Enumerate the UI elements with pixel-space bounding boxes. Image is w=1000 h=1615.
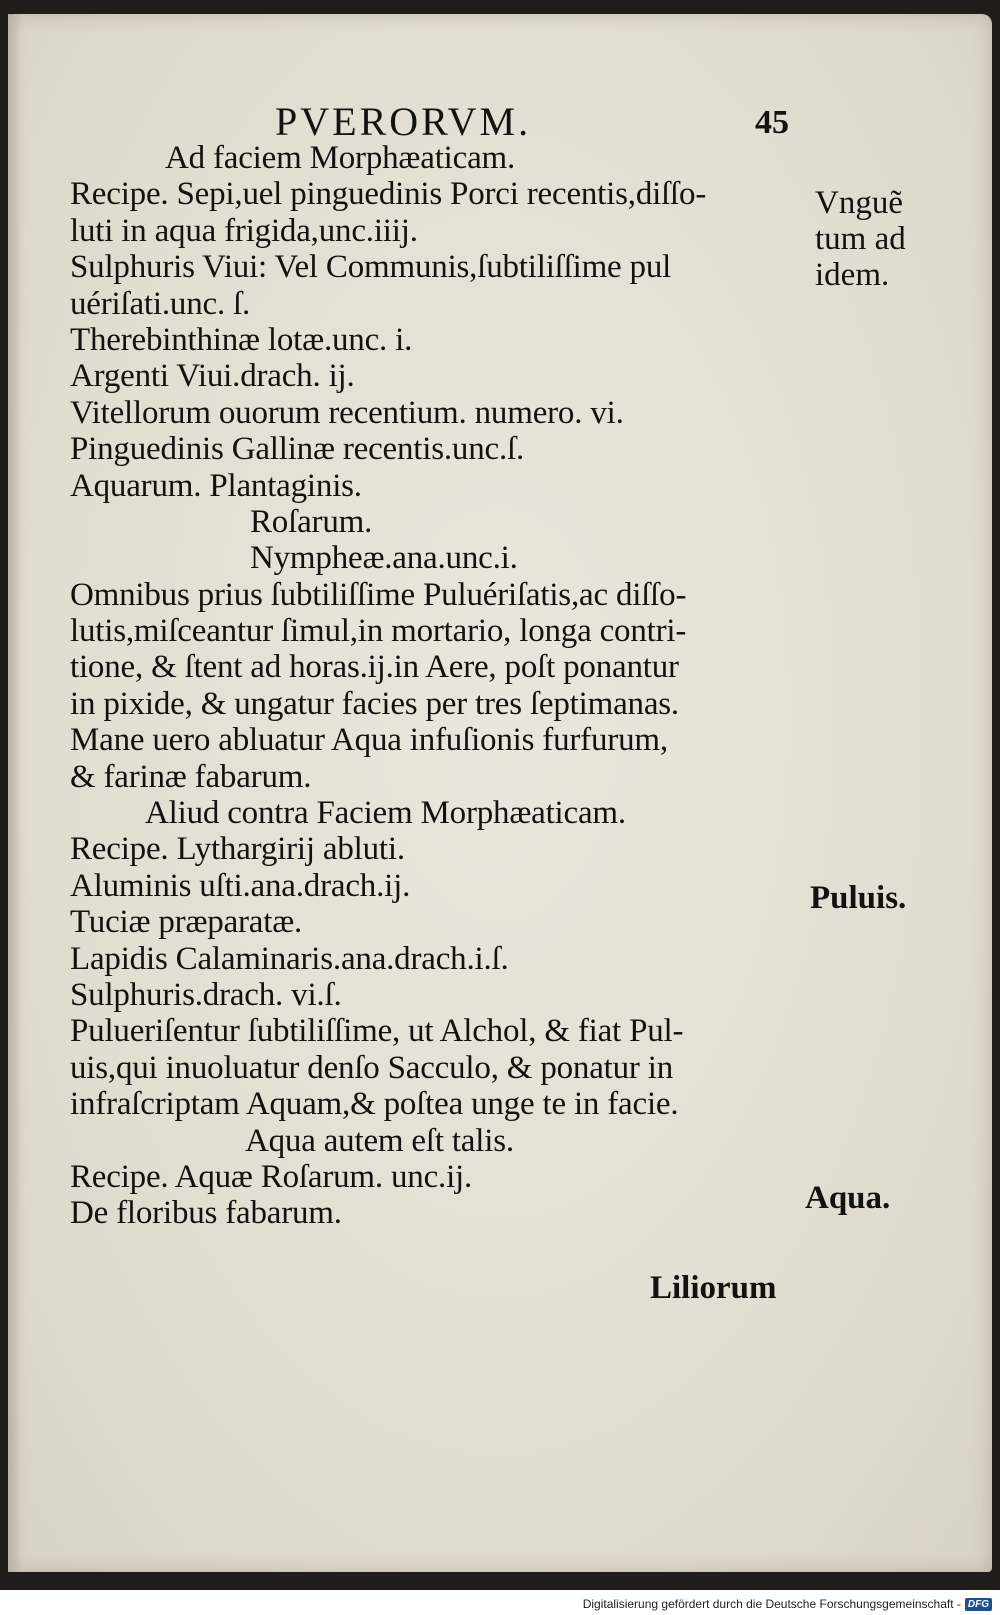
text-line: Pinguedinis Gallinæ recentis.unc.ſ.: [70, 431, 525, 468]
running-title: PVERORVM.: [275, 99, 532, 144]
text-line: De floribus fabarum.: [70, 1195, 342, 1232]
text-line: & farinæ fabarum.: [70, 758, 312, 795]
text-line: Tuciæ præparatæ.: [70, 904, 303, 941]
text-line: Roſarum.: [250, 503, 373, 540]
text-line: Omnibus prius ſubtiliſſime Puluériſatis,ac diſſo-: [70, 576, 687, 613]
text-line: Vitellorum ouorum recentium. numero. vi.: [70, 394, 624, 431]
margin-note-aqua: Aqua.: [805, 1180, 891, 1216]
text-line: Sulphuris.drach. vi.ſ.: [70, 976, 342, 1013]
text-line: Aluminis uſti.ana.drach.ij.: [70, 867, 411, 904]
margin-note-puluis: Puluis.: [810, 880, 907, 916]
text-line: Sulphuris Viui: Vel Communis,ſubtiliſſime pul: [70, 249, 672, 286]
page-gutter-shadow: [8, 14, 22, 1572]
text-line: Aquarum. Plantaginis.: [70, 467, 362, 504]
recipe-heading: Ad faciem Morphæaticam.: [165, 140, 516, 176]
text-line: uis,qui inuoluatur denſo Sacculo, & ponatur in: [70, 1049, 674, 1086]
footer-credit: Digitalisierung gefördert durch die Deutsche Forschungsgemeinschaft -: [582, 1597, 961, 1611]
digitization-footer: [583, 1597, 992, 1611]
text-line: Recipe. Lythargirij abluti.: [70, 831, 405, 868]
text-line: in pixide, & ungatur facies per tres ſeptimanas.: [70, 685, 679, 722]
text-line: Pulueriſentur ſubtiliſſime, ut Alchol, & fiat Pul-: [70, 1013, 684, 1050]
text-line: Recipe. Aquæ Roſarum. unc.ij.: [70, 1158, 473, 1195]
catchword: Liliorum: [650, 1270, 777, 1306]
main-text-block: [70, 140, 706, 1232]
recipe-heading: Aliud contra Faciem Morphæaticam.: [145, 795, 626, 832]
text-line: Nympheæ.ana.unc.i.: [250, 540, 518, 577]
text-line: infraſcriptam Aquam,& poſtea unge te in facie.: [70, 1086, 679, 1123]
text-line: Mane uero abluatur Aqua infuſionis furfurum,: [70, 722, 668, 759]
text-line: lutis,miſceantur ſimul,in mortario, longa contri-: [70, 613, 687, 650]
text-line: uériſati.unc. ſ.: [70, 285, 251, 322]
margin-note-unguentum: Vnguẽ tum ad idem.: [815, 185, 906, 293]
text-line: Therebinthinæ lotæ.unc. i.: [70, 321, 413, 358]
page-number: 45: [755, 104, 789, 141]
text-line: Argenti Viui.drach. ij.: [70, 358, 355, 395]
text-line: tione, & ſtent ad horas.ij.in Aere, poſt ponantur: [70, 649, 679, 686]
text-line: luti in aqua frigida,unc.iiij.: [70, 212, 418, 249]
text-line: Recipe. Sepi,uel pinguedinis Porci recentis,diſſo-: [70, 176, 707, 213]
text-line: Lapidis Calaminaris.ana.drach.i.ſ.: [70, 940, 509, 977]
dfg-logo-icon: DFG: [965, 1598, 992, 1611]
recipe-heading: Aqua autem eſt talis.: [245, 1122, 514, 1159]
